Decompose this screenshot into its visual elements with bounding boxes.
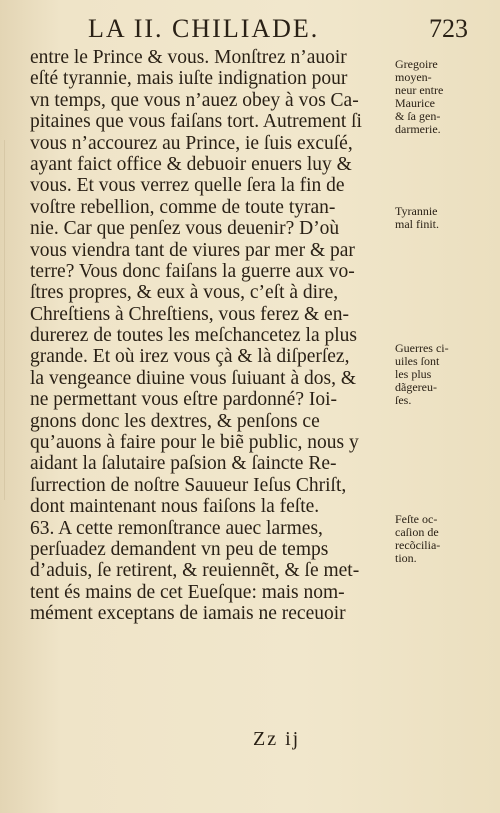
margin-note-line: neur entre — [395, 84, 444, 97]
margin-note-gregoire — [395, 58, 467, 136]
text-line: terre? Vous donc faiſans la guerre aux vo- — [30, 260, 355, 282]
text-line: vn temps, que vous n’auez obey à vos Ca- — [30, 89, 359, 111]
margin-note-line: Guerres ci- — [395, 342, 449, 355]
margin-note-tyrannie — [395, 205, 467, 231]
text-line: 63. A cette remonſtrance auec larmes, — [30, 517, 323, 539]
text-line: qu’auons à faire pour le biẽ public, nous y — [30, 432, 359, 454]
margin-note-line: darmerie. — [395, 123, 441, 136]
text-line: aidant la ſalutaire paſsion & ſaincte Re- — [30, 453, 337, 475]
margin-note-line: uiles ſont — [395, 355, 440, 368]
text-line: nie. Car que penſez vous deuenir? D’où — [30, 218, 340, 240]
text-line: perſuadez demandent vn peu de temps — [30, 538, 329, 560]
text-line: mément exceptans de iamais ne receuoir — [30, 603, 346, 625]
text-line: entre le Prince & vous. Monſtrez n’auoir — [30, 47, 347, 68]
page-number: 723 — [429, 14, 468, 43]
margin-note-line: recõcilia- — [395, 539, 441, 552]
margin-note-line: mal finit. — [395, 218, 439, 231]
margin-note-line: Feſte oc- — [395, 513, 438, 526]
text-line: d’aduis, ſe retirent, & reuiennẽt, & ſe met- — [30, 560, 360, 582]
margin-note-line: ſes. — [395, 394, 412, 407]
text-line: pitaines que vous faiſans tort. Autrement ſi — [30, 111, 362, 133]
text-line: ayant faict office & debuoir enuers luy & — [30, 153, 352, 175]
margin-note-line: Tyrannie — [395, 205, 438, 218]
signature-mark: Zz ij — [253, 728, 301, 750]
text-line: gnons donc les dextres, & penſons ce — [30, 410, 320, 432]
text-line: Chreſtiens à Chreſtiens, vous ferez & en- — [30, 303, 349, 325]
text-line: durerez de toutes les meſchancetez la plus — [30, 325, 358, 347]
text-line: ſtres propres, & eux à vous, c’eſt à dire, — [30, 282, 339, 304]
margin-note-feste — [395, 513, 467, 565]
page-header — [88, 14, 468, 44]
margin-note-line: moyen- — [395, 71, 432, 84]
text-line: ſurrection de noſtre Sauueur Ieſus Chriſt, — [30, 474, 347, 496]
text-line: vous viendra tant de viures par mer & par — [30, 239, 355, 261]
margin-note-line: & ſa gen- — [395, 110, 441, 123]
text-line: voſtre rebellion, comme de toute tyran- — [30, 196, 336, 218]
text-line: vous n’accourez au Prince, ie ſuis excuſé, — [30, 132, 353, 154]
main-text-block — [30, 47, 392, 625]
margin-note-line: tion. — [395, 552, 417, 565]
running-title: LA II. CHILIADE. — [88, 14, 320, 43]
margin-note-line: dãgereu- — [395, 381, 437, 394]
margin-note-line: Maurice — [395, 97, 435, 110]
text-line: ne permettant vous eſtre pardonné? Ioi- — [30, 389, 338, 411]
text-line: eſté tyrannie, mais iuſte indignation pour — [30, 68, 348, 90]
margin-note-line: caſion de — [395, 526, 439, 539]
text-line: grande. Et où irez vous çà & là diſperſez, — [30, 346, 350, 368]
margin-note-line: Gregoire — [395, 58, 438, 71]
text-line: dont maintenant nous faiſons la feſte. — [30, 496, 320, 518]
text-line: la vengeance diuine vous ſuiuant à dos, & — [30, 367, 356, 389]
text-line: vous. Et vous verrez quelle ſera la fin de — [30, 175, 345, 197]
text-line: tent és mains de cet Eueſque: mais nom- — [30, 581, 345, 603]
margin-note-line: les plus — [395, 368, 432, 381]
margin-note-guerres — [395, 342, 467, 407]
page-fold-shadow — [4, 140, 5, 500]
